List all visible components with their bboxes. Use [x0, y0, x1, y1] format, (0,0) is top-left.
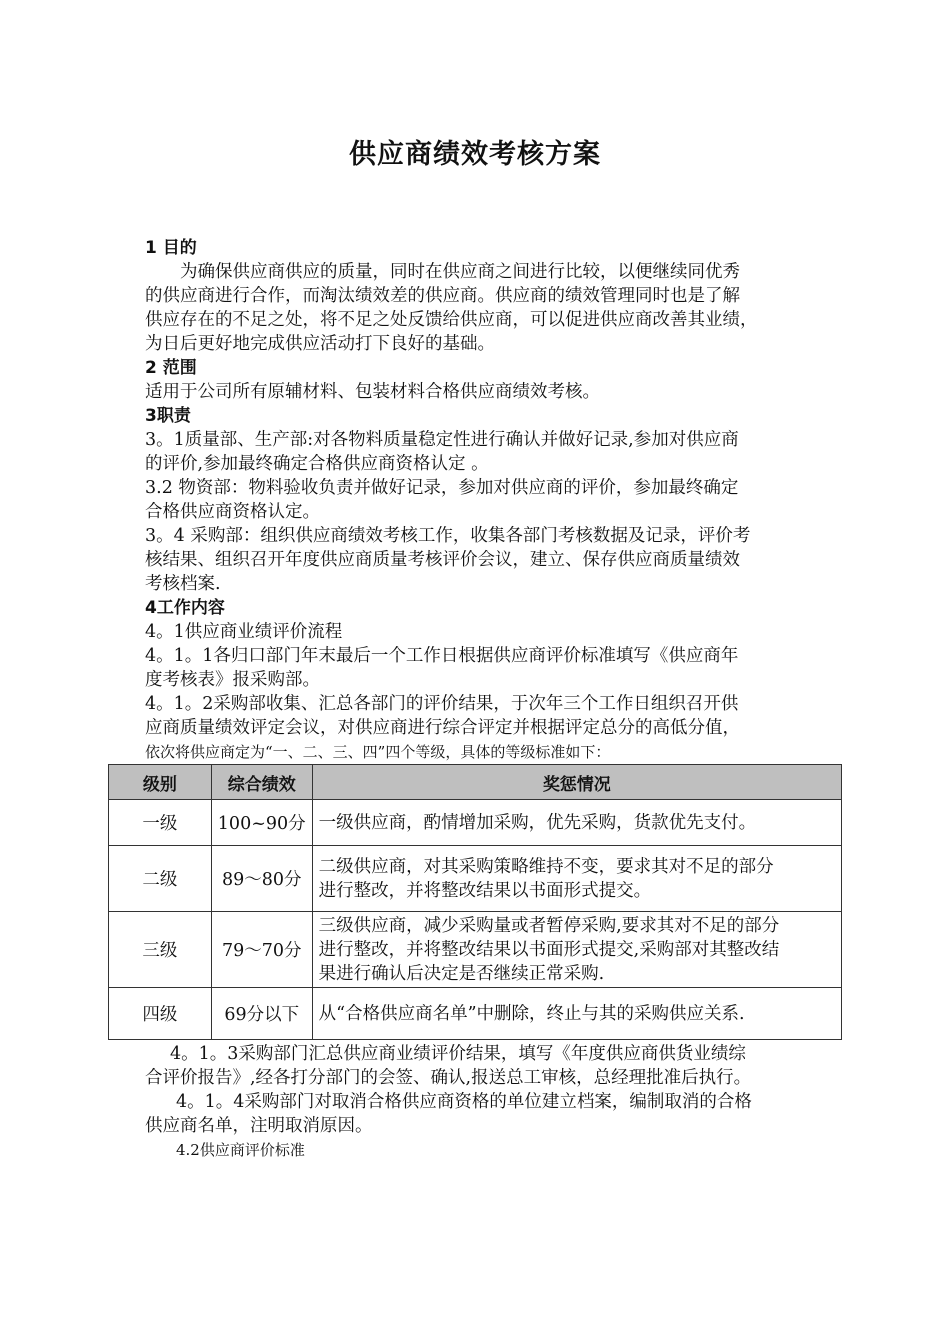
score-cell: 100~90分: [211, 800, 312, 846]
level-cell: 一级: [109, 800, 212, 846]
subsection-heading: 4.2供应商评价标准: [176, 1141, 305, 1159]
section-4-line: 应商质量绩效评定会议，对供应商进行综合评定并根据评定总分的高低分值，: [145, 718, 740, 738]
section-3-line: 考核档案.: [145, 574, 221, 594]
section-4-line: 依次将供应商定为“一、二、三、四”四个等级，具体的等级标准如下：: [145, 743, 611, 761]
desc-cell: [312, 846, 841, 912]
table-row: [109, 912, 842, 988]
section-1-line: 为确保供应商供应的质量，同时在供应商之间进行比较，以便继续同优秀: [180, 262, 740, 282]
section-1-line: 供应存在的不足之处，将不足之处反馈给供应商，可以促进供应商改善其业绩，: [145, 310, 758, 330]
level-cell: 三级: [109, 912, 212, 988]
score-cell: 69分以下: [211, 988, 312, 1040]
section-3-line: 3。4 采购部：组织供应商绩效考核工作，收集各部门考核数据及记录，评价考: [145, 526, 751, 546]
section-3-line: 的评价,参加最终确定合格供应商资格认定 。: [145, 454, 489, 474]
table-header-cell: 综合绩效: [211, 765, 312, 800]
section-4-line: 4。1。1各归口部门年末最后一个工作日根据供应商评价标准填写《供应商年: [145, 646, 739, 666]
section-3-line: 3。1质量部、生产部:对各物料质量稳定性进行确认并做好记录,参加对供应商: [145, 430, 739, 450]
desc-cell: [312, 912, 841, 988]
section-2-heading: 2 范围: [145, 358, 197, 378]
desc-line: 一级供应商，酌情增加采购，优先采购，货款优先支付。: [318, 812, 757, 833]
grade-table: [108, 764, 842, 1040]
table-row: [109, 800, 842, 846]
section-3-line: 核结果、组织召开年度供应商质量考核评价会议，建立、保存供应商质量绩效: [145, 550, 740, 570]
table-header-cell: 级别: [109, 765, 212, 800]
section-1-line: 为日后更好地完成供应活动打下良好的基础。: [145, 334, 495, 354]
section-1-line: 的供应商进行合作，而淘汰绩效差的供应商。供应商的绩效管理同时也是了解: [145, 286, 740, 306]
section-1-heading: 1 目的: [145, 238, 197, 258]
section-4-line: 4。1。2采购部收集、汇总各部门的评价结果，于次年三个工作日组织召开供: [145, 694, 739, 714]
after-table-line: 合评价报告》,经各打分部门的会签、确认,报送总工审核，总经理批准后执行。: [145, 1068, 752, 1088]
section-3-line: 合格供应商资格认定。: [145, 502, 320, 522]
document-title: 供应商绩效考核方案: [349, 139, 601, 170]
table-header-row: [109, 765, 842, 800]
section-3-heading: 3职责: [145, 406, 191, 426]
section-4-line: 4。1供应商业绩评价流程: [145, 622, 343, 642]
level-cell: 二级: [109, 846, 212, 912]
desc-line: 三级供应商，减少采购量或者暂停采购,要求其对不足的部分: [318, 915, 780, 936]
desc-cell: [312, 800, 841, 846]
section-4-heading: 4工作内容: [145, 598, 225, 618]
desc-line: 进行整改，并将整改结果以书面形式提交,采购部对其整改结: [318, 939, 780, 960]
table-row: [109, 988, 842, 1040]
score-cell: 89～80分: [211, 846, 312, 912]
after-table-line: 供应商名单，注明取消原因。: [145, 1116, 373, 1136]
after-table-line: 4。1。4采购部门对取消合格供应商资格的单位建立档案，编制取消的合格: [176, 1092, 752, 1112]
desc-line: 二级供应商，对其采购策略维持不变，要求其对不足的部分: [318, 856, 774, 877]
desc-cell: [312, 988, 841, 1040]
desc-line: 从“合格供应商名单”中删除，终止与其的采购供应关系.: [318, 1003, 745, 1024]
table-header-cell: 奖惩情况: [312, 765, 841, 800]
section-3-line: 3.2 物资部：物料验收负责并做好记录，参加对供应商的评价，参加最终确定: [145, 478, 739, 498]
score-cell: 79～70分: [211, 912, 312, 988]
section-4-line: 度考核表》报采购部。: [145, 670, 320, 690]
desc-line: 进行整改，并将整改结果以书面形式提交。: [318, 880, 652, 901]
level-cell: 四级: [109, 988, 212, 1040]
after-table-line: 4。1。3采购部门汇总供应商业绩评价结果，填写《年度供应商供货业绩综: [170, 1044, 746, 1064]
desc-line: 果进行确认后决定是否继续正常采购.: [318, 963, 605, 984]
section-2-line: 适用于公司所有原辅材料、包装材料合格供应商绩效考核。: [145, 382, 600, 402]
table-row: [109, 846, 842, 912]
